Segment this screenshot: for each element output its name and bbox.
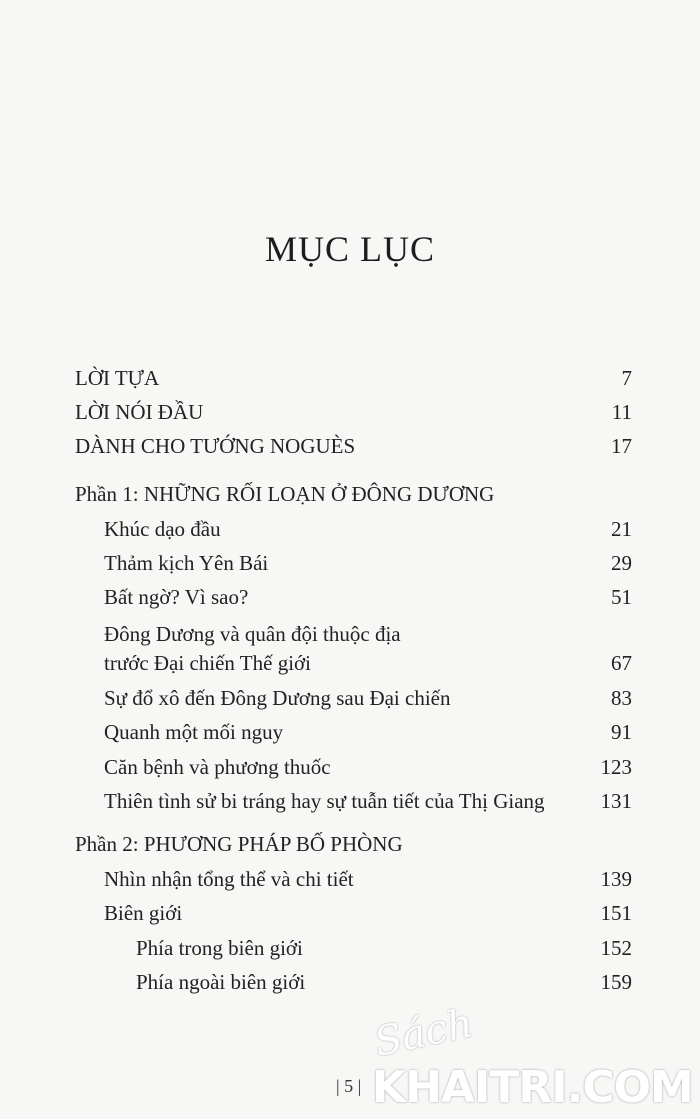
toc-entry	[0, 686, 700, 716]
toc-entry-page: 83	[611, 686, 632, 710]
toc-entry-label: Bất ngờ? Vì sao?	[104, 585, 249, 609]
toc-entry-label: Phía trong biên giới	[136, 936, 303, 960]
toc-entry	[0, 901, 700, 931]
toc-entry-label: Phần 1: NHỮNG RỐI LOẠN Ở ĐÔNG DƯƠNG	[75, 482, 495, 506]
toc-part-heading	[0, 832, 700, 862]
toc-entry-label: Thiên tình sử bi tráng hay sự tuẫn tiết của Thị Giang	[104, 789, 545, 813]
page-title: MỤC LỤC	[264, 229, 436, 269]
toc-entry	[0, 585, 700, 615]
toc-entry-page: 29	[611, 551, 632, 575]
toc-entry	[0, 867, 700, 897]
toc-entry-label: DÀNH CHO TƯỚNG NOGUÈS	[75, 434, 356, 458]
toc-entry	[0, 517, 700, 547]
toc-entry-label: trước Đại chiến Thế giới	[104, 651, 311, 675]
toc-entry-label: Sự đổ xô đến Đông Dương sau Đại chiến	[104, 686, 451, 710]
toc-entry-page: 51	[611, 585, 632, 609]
toc-entry-page: 151	[600, 901, 632, 925]
toc-entry-label: Biên giới	[104, 901, 183, 925]
watermark-text: KHAITRI.COM	[372, 1062, 693, 1113]
toc-entry-page: 131	[600, 789, 632, 813]
toc-entry-label: Khúc dạo đầu	[104, 517, 221, 541]
toc-entry-label: Phía ngoài biên giới	[136, 970, 306, 994]
toc-entry-page: 21	[611, 517, 632, 541]
toc-entry	[0, 789, 700, 819]
toc-entry-page: 17	[611, 434, 632, 458]
toc-entry	[0, 720, 700, 750]
toc-entry-page: 152	[600, 936, 632, 960]
toc-entry	[0, 651, 700, 681]
toc-entry-label: Thảm kịch Yên Bái	[104, 551, 269, 575]
watermark-script: Sách	[370, 1000, 478, 1066]
toc-entry	[0, 755, 700, 785]
toc-entry-label: LỜI NÓI ĐẦU	[75, 400, 204, 424]
toc-entry	[0, 936, 700, 966]
toc-entry	[0, 622, 700, 652]
toc-entry-label: Đông Dương và quân đội thuộc địa	[104, 622, 401, 646]
toc-entry-label: Nhìn nhận tổng thể và chi tiết	[104, 867, 354, 891]
toc-entry-page: 11	[611, 400, 632, 424]
toc-entry-page: 123	[600, 755, 632, 779]
toc-entry-page: 159	[600, 970, 632, 994]
toc-entry-page: 67	[611, 651, 632, 675]
toc-part-heading	[0, 482, 700, 512]
toc-entry	[0, 551, 700, 581]
watermark-logo	[370, 1000, 693, 1113]
toc-entry-label: LỜI TỰA	[75, 366, 160, 390]
toc-entry-label: Quanh một mối nguy	[104, 720, 284, 744]
toc-entry	[0, 434, 700, 464]
toc-entry-page: 7	[621, 366, 632, 390]
toc-entry-page: 139	[600, 867, 632, 891]
toc-entry	[0, 970, 700, 1000]
toc-entry-label: Phần 2: PHƯƠNG PHÁP BỐ PHÒNG	[75, 832, 403, 856]
page-number: | 5 |	[336, 1076, 362, 1096]
toc-entry	[0, 366, 700, 396]
toc-entry-page: 91	[611, 720, 632, 744]
toc-entry-label: Căn bệnh và phương thuốc	[104, 755, 331, 779]
toc-entry	[0, 400, 700, 430]
